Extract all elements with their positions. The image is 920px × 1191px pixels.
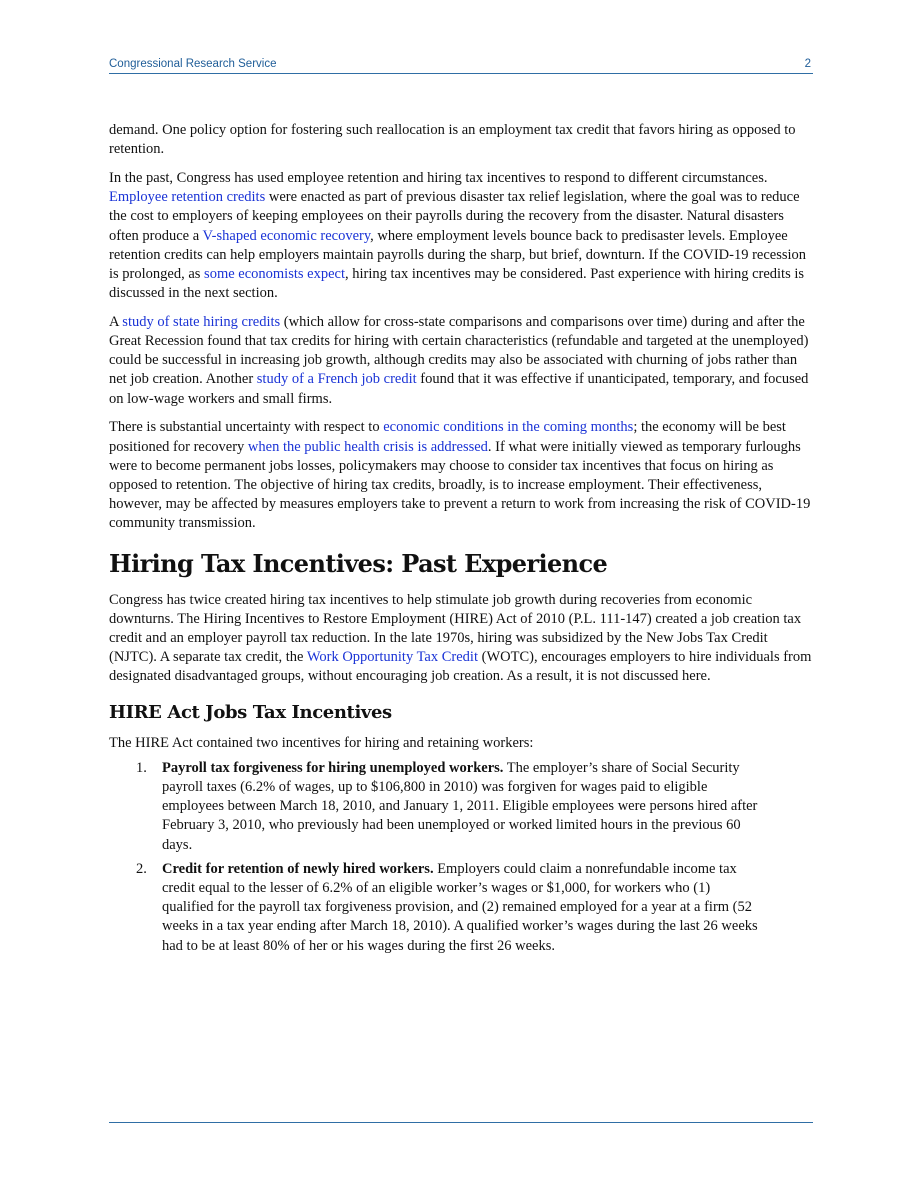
list-item-number: 2. [136,860,147,877]
link-study-state-hiring-credits[interactable]: study of state hiring credits [122,313,281,330]
link-v-shaped-recovery[interactable]: V-shaped economic recovery [202,227,371,244]
paragraph-2: In the past, Congress has used employee retention and hiring tax incentives to respond to different circumstances. Employee retention credits were enacted as part of previous disaster tax relief legislation, where the goal was to reduce the cost to employers of keeping employees on their payrolls during the recovery from the disaster. Natural disasters often produce a V-shaped economic recovery, where employment levels bounce back to predisaster levels. Employee retention credits can help employers maintain payrolls during the sharp, but brief, downturn. If the COVID-19 recession is prolonged, as some economists expect, hiring tax incentives may be considered. Past experience with hiring credits is discussed in the next section. [109,169,807,302]
header-org-name: Congressional Research Service [109,58,277,70]
list-item-title: Credit for retention of newly hired workers. [162,860,434,877]
list-item-text: Employers could claim a nonrefundable income tax credit equal to the lesser of 6.2% of an eligible worker’s wages or $1,000, for workers who (1) qualified for the payroll tax forgiveness provision, and (2) remained employed for a year at a firm (52 weeks in a tax year ending after March 18, 2010). A qualified worker’s wages during the last 26 weeks had to be at least 80% of her or his wages during the first 26 weeks. [162,860,758,954]
link-public-health-crisis[interactable]: when the public health crisis is addressed [247,438,488,455]
header-rule [109,73,813,74]
link-some-economists-expect[interactable]: some economists expect [204,265,345,282]
subsection-heading: HIRE Act Jobs Tax Incentives [109,701,392,723]
header-page-number: 2 [804,58,811,70]
link-work-opportunity-tax-credit[interactable]: Work Opportunity Tax Credit [306,649,478,666]
paragraph-4: There is substantial uncertainty with respect to economic conditions in the coming months; the economy will be best positioned for recovery when the public health crisis is addressed. If what were initially viewed as temporary furloughs were to become permanent jobs losses, policymakers may choose to consider tax incentives that focus on hiring as opposed to retention. The objective of hiring tax credits, broadly, is to increase employment. Their effectiveness, however, may be affected by measures employers take to prevent a return to work from increasing the risk of COVID-19 community transmission. [109,419,811,532]
list-item-title: Payroll tax forgiveness for hiring unemployed workers. [162,759,504,776]
paragraph-1: demand. One policy option for fostering such reallocation is an employment tax credit that favors hiring as opposed to retention. [109,122,796,158]
section-heading: Hiring Tax Incentives: Past Experience [109,548,608,578]
link-study-french-job-credit[interactable]: study of a French job credit [256,371,417,388]
list-item [109,759,762,855]
page-header [109,56,813,74]
paragraph-6: The HIRE Act contained two incentives for hiring and retaining workers: [109,734,534,751]
paragraph-5: Congress has twice created hiring tax incentives to help stimulate job growth during recoveries from economic downturns. The Hiring Incentives to Restore Employment (HIRE) Act of 2010 (P.L. 111-147) created a job creation tax credit and an employer payroll tax reduction. In the late 1970s, hiring was subsidized by the New Jobs Tax Credit (NJTC). A separate tax credit, the Work Opportunity Tax Credit (WOTC), encourages employers to hire individuals from designated disadvantaged groups, without encouraging job creation. As a result, it is not discussed here. [109,591,812,685]
paragraph-3: A study of state hiring credits (which allow for cross-state comparisons and comparisons over time) during and after the Great Recession found that tax credits for hiring with certain characteristics (refundable and targeted at the unemployed) could be successful in increasing job growth, although credits may also be associated with churning of jobs rather than net job creation. Another study of a French job credit found that it was effective if unanticipated, temporary, and focused on low-wage workers and small firms. [109,313,809,407]
list-item-number: 1. [136,759,147,776]
link-economic-conditions[interactable]: economic conditions in the coming months [383,419,634,436]
list-item [109,860,762,956]
list-item-text: The employer’s share of Social Security payroll taxes (6.2% of wages, up to $106,800 in 2010) was forgiven for wages paid to eligible employees between March 18, 2010, and January 1, 2011. Eligible employees were persons hired after February 3, 2010, who previously had been unemployed or worked limited hours in the previous 60 days. [162,759,758,853]
incentives-list [109,759,815,956]
document-body [109,121,815,961]
footer-rule [109,1122,813,1123]
link-employee-retention-credits[interactable]: Employee retention credits [109,189,266,206]
